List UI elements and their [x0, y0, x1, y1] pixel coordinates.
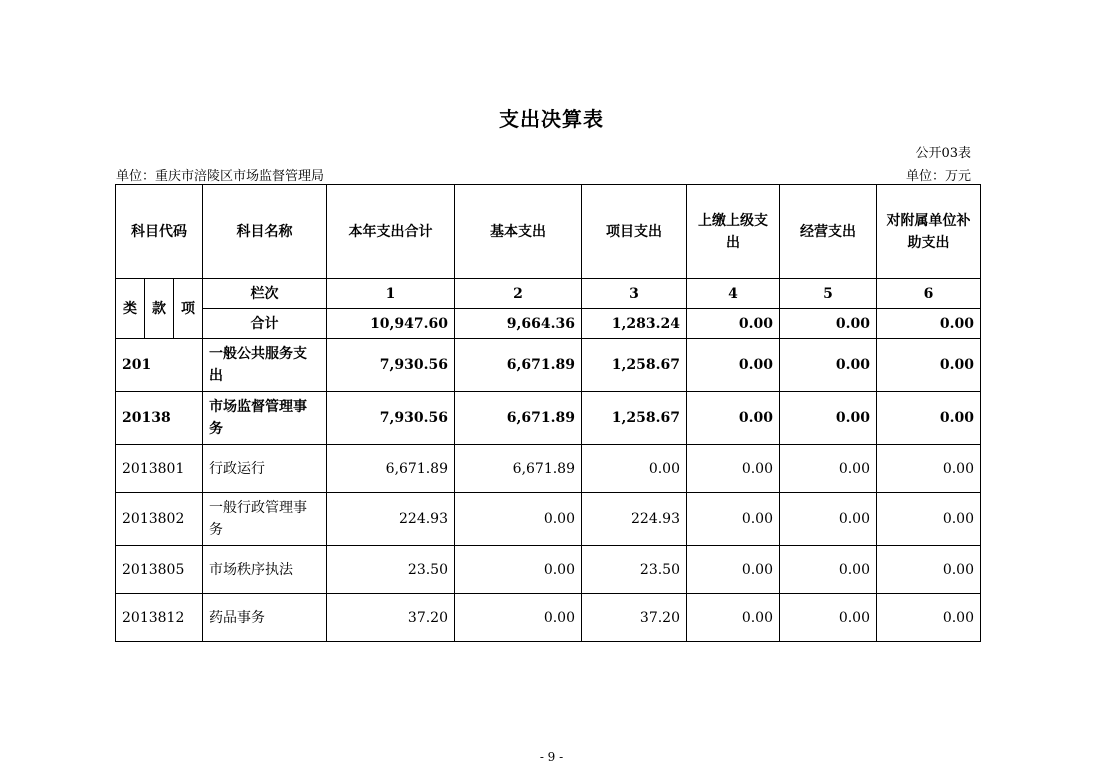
row-value: 0.00	[877, 392, 981, 445]
header-row	[116, 185, 981, 279]
row-value: 1,258.67	[582, 392, 687, 445]
column-index-row	[116, 279, 981, 309]
row-code: 2013805	[116, 546, 203, 594]
total-value: 0.00	[877, 309, 981, 339]
row-value: 224.93	[582, 493, 687, 546]
column-index-1: 1	[327, 279, 455, 309]
header-subsidy: 对附属单位补助支出	[877, 185, 981, 279]
row-code: 20138	[116, 392, 203, 445]
row-code: 201	[116, 339, 203, 392]
row-value: 0.00	[687, 339, 780, 392]
total-value: 1,283.24	[582, 309, 687, 339]
column-index-label: 栏次	[203, 279, 327, 309]
total-value: 9,664.36	[455, 309, 582, 339]
page-number: - 9 -	[539, 750, 564, 764]
row-value: 0.00	[877, 445, 981, 493]
row-value: 0.00	[780, 392, 877, 445]
row-value: 37.20	[582, 594, 687, 642]
row-name: 一般行政管理事务	[203, 493, 327, 546]
column-index-6: 6	[877, 279, 981, 309]
row-name: 行政运行	[203, 445, 327, 493]
row-value: 6,671.89	[327, 445, 455, 493]
column-index-3: 3	[582, 279, 687, 309]
header-remit: 上缴上级支出	[687, 185, 780, 279]
total-row	[116, 309, 981, 339]
table-row	[116, 339, 981, 392]
document-title: 支出决算表	[499, 107, 604, 131]
row-value: 0.00	[687, 445, 780, 493]
row-value: 0.00	[780, 594, 877, 642]
row-value: 23.50	[327, 546, 455, 594]
row-name: 市场秩序执法	[203, 546, 327, 594]
row-value: 0.00	[877, 546, 981, 594]
row-value: 0.00	[687, 493, 780, 546]
row-value: 0.00	[780, 493, 877, 546]
table-row	[116, 594, 981, 642]
row-value: 0.00	[455, 546, 582, 594]
header-xiang: 项	[174, 279, 203, 339]
row-name: 一般公共服务支出	[203, 339, 327, 392]
header-project: 项目支出	[582, 185, 687, 279]
header-basic: 基本支出	[455, 185, 582, 279]
row-name: 药品事务	[203, 594, 327, 642]
row-code: 2013812	[116, 594, 203, 642]
row-value: 7,930.56	[327, 392, 455, 445]
row-value: 0.00	[455, 594, 582, 642]
header-total: 本年支出合计	[327, 185, 455, 279]
total-value: 10,947.60	[327, 309, 455, 339]
header-subject-code: 科目代码	[116, 185, 203, 279]
row-value: 0.00	[687, 546, 780, 594]
table-row	[116, 392, 981, 445]
column-index-2: 2	[455, 279, 582, 309]
column-index-5: 5	[780, 279, 877, 309]
row-value: 6,671.89	[455, 339, 582, 392]
row-code: 2013802	[116, 493, 203, 546]
expenditure-table	[115, 184, 981, 642]
row-value: 0.00	[687, 392, 780, 445]
row-value: 0.00	[780, 445, 877, 493]
row-value: 0.00	[877, 339, 981, 392]
column-index-4: 4	[687, 279, 780, 309]
row-value: 0.00	[455, 493, 582, 546]
row-value: 0.00	[780, 339, 877, 392]
header-operating: 经营支出	[780, 185, 877, 279]
row-value: 0.00	[780, 546, 877, 594]
total-label: 合计	[203, 309, 327, 339]
table-code: 公开03表	[915, 146, 971, 161]
total-value: 0.00	[687, 309, 780, 339]
header-lei: 类	[116, 279, 145, 339]
table-row	[116, 445, 981, 493]
total-value: 0.00	[780, 309, 877, 339]
row-value: 7,930.56	[327, 339, 455, 392]
header-subject-name: 科目名称	[203, 185, 327, 279]
unit-organization: 单位：重庆市涪陵区市场监督管理局	[116, 169, 325, 184]
header-kuan: 款	[145, 279, 174, 339]
table-row	[116, 546, 981, 594]
row-value: 6,671.89	[455, 445, 582, 493]
table-row	[116, 493, 981, 546]
row-value: 6,671.89	[455, 392, 582, 445]
row-value: 0.00	[687, 594, 780, 642]
row-value: 0.00	[582, 445, 687, 493]
row-value: 224.93	[327, 493, 455, 546]
row-value: 23.50	[582, 546, 687, 594]
row-name: 市场监督管理事务	[203, 392, 327, 445]
row-value: 37.20	[327, 594, 455, 642]
row-value: 0.00	[877, 493, 981, 546]
row-code: 2013801	[116, 445, 203, 493]
unit-currency: 单位：万元	[905, 169, 971, 184]
row-value: 0.00	[877, 594, 981, 642]
row-value: 1,258.67	[582, 339, 687, 392]
